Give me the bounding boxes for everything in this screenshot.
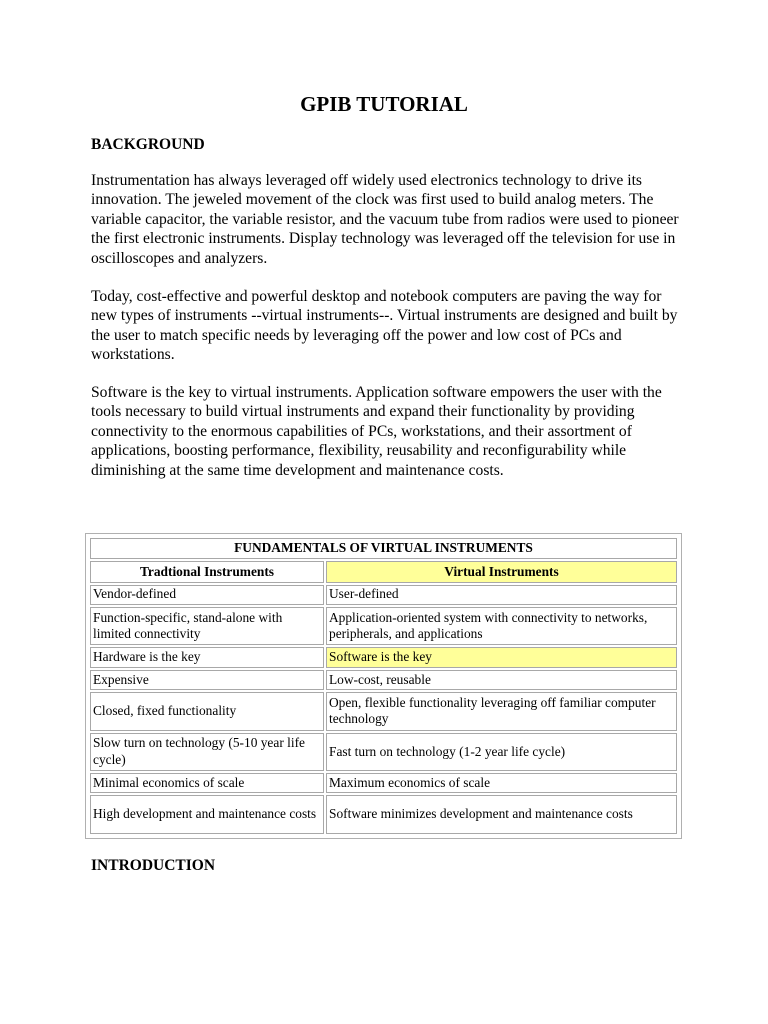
section-heading-introduction: INTRODUCTION xyxy=(91,857,216,874)
table-row xyxy=(90,585,677,605)
table-row xyxy=(90,692,677,731)
comparison-table xyxy=(85,533,682,839)
table-cell-traditional: Hardware is the key xyxy=(90,647,324,667)
table-cell-traditional: Minimal economics of scale xyxy=(90,773,324,793)
table-cell-virtual: Fast turn on technology (1-2 year life cycle) xyxy=(326,733,677,772)
table-cell-traditional: High development and maintenance costs xyxy=(90,795,324,834)
paragraph: Software is the key to virtual instruments. Application software empowers the user with the tools necessary to build virtual instruments and expand their functionality by providing connectivity to the enormous capabilities of PCs, workstations, and their assortment of applications, boosting performance, flexibility, reusability and reconfigurability while diminishing at the same time development and maintenance costs. xyxy=(91,384,662,479)
table-cell-virtual: User-defined xyxy=(326,585,677,605)
table-cell-traditional: Expensive xyxy=(90,670,324,690)
table-row xyxy=(90,773,677,793)
table-cell-virtual: Software is the key xyxy=(326,647,677,667)
table-header-virtual: Virtual Instruments xyxy=(326,561,677,582)
table-cell-traditional: Closed, fixed functionality xyxy=(90,692,324,731)
document-title: GPIB TUTORIAL xyxy=(300,92,468,116)
table-row xyxy=(90,647,677,667)
table-caption: FUNDAMENTALS OF VIRTUAL INSTRUMENTS xyxy=(90,538,677,559)
table-cell-virtual: Application-oriented system with connectivity to networks, peripherals, and applications xyxy=(326,607,677,646)
table-row xyxy=(90,795,677,834)
section-heading-background: BACKGROUND xyxy=(91,136,205,153)
table-row xyxy=(90,670,677,690)
table-cell-virtual: Software minimizes development and maintenance costs xyxy=(326,795,677,834)
table-cell-virtual: Maximum economics of scale xyxy=(326,773,677,793)
table-cell-traditional: Slow turn on technology (5-10 year life cycle) xyxy=(90,733,324,772)
table-cell-virtual: Low-cost, reusable xyxy=(326,670,677,690)
paragraph: Instrumentation has always leveraged off widely used electronics technology to drive its innovation. The jeweled movement of the clock was first used to build analog meters. The variable capacitor, the variable resistor, and the vacuum tube from radios were used to pioneer the first electronic instruments. Display technology was leveraged off the television for use in oscilloscopes and analyzers. xyxy=(91,172,679,267)
table-row xyxy=(90,607,677,646)
table-header-traditional: Tradtional Instruments xyxy=(90,561,324,582)
table-cell-virtual: Open, flexible functionality leveraging off familiar computer technology xyxy=(326,692,677,731)
table-row xyxy=(90,733,677,772)
paragraph: Today, cost-effective and powerful desktop and notebook computers are paving the way for new types of instruments --virtual instruments--. Virtual instruments are designed and built by the user to match specific needs by leveraging off the power and low cost of PCs and workstations. xyxy=(91,288,678,364)
table-cell-traditional: Function-specific, stand-alone with limited connectivity xyxy=(90,607,324,646)
table-cell-traditional: Vendor-defined xyxy=(90,585,324,605)
